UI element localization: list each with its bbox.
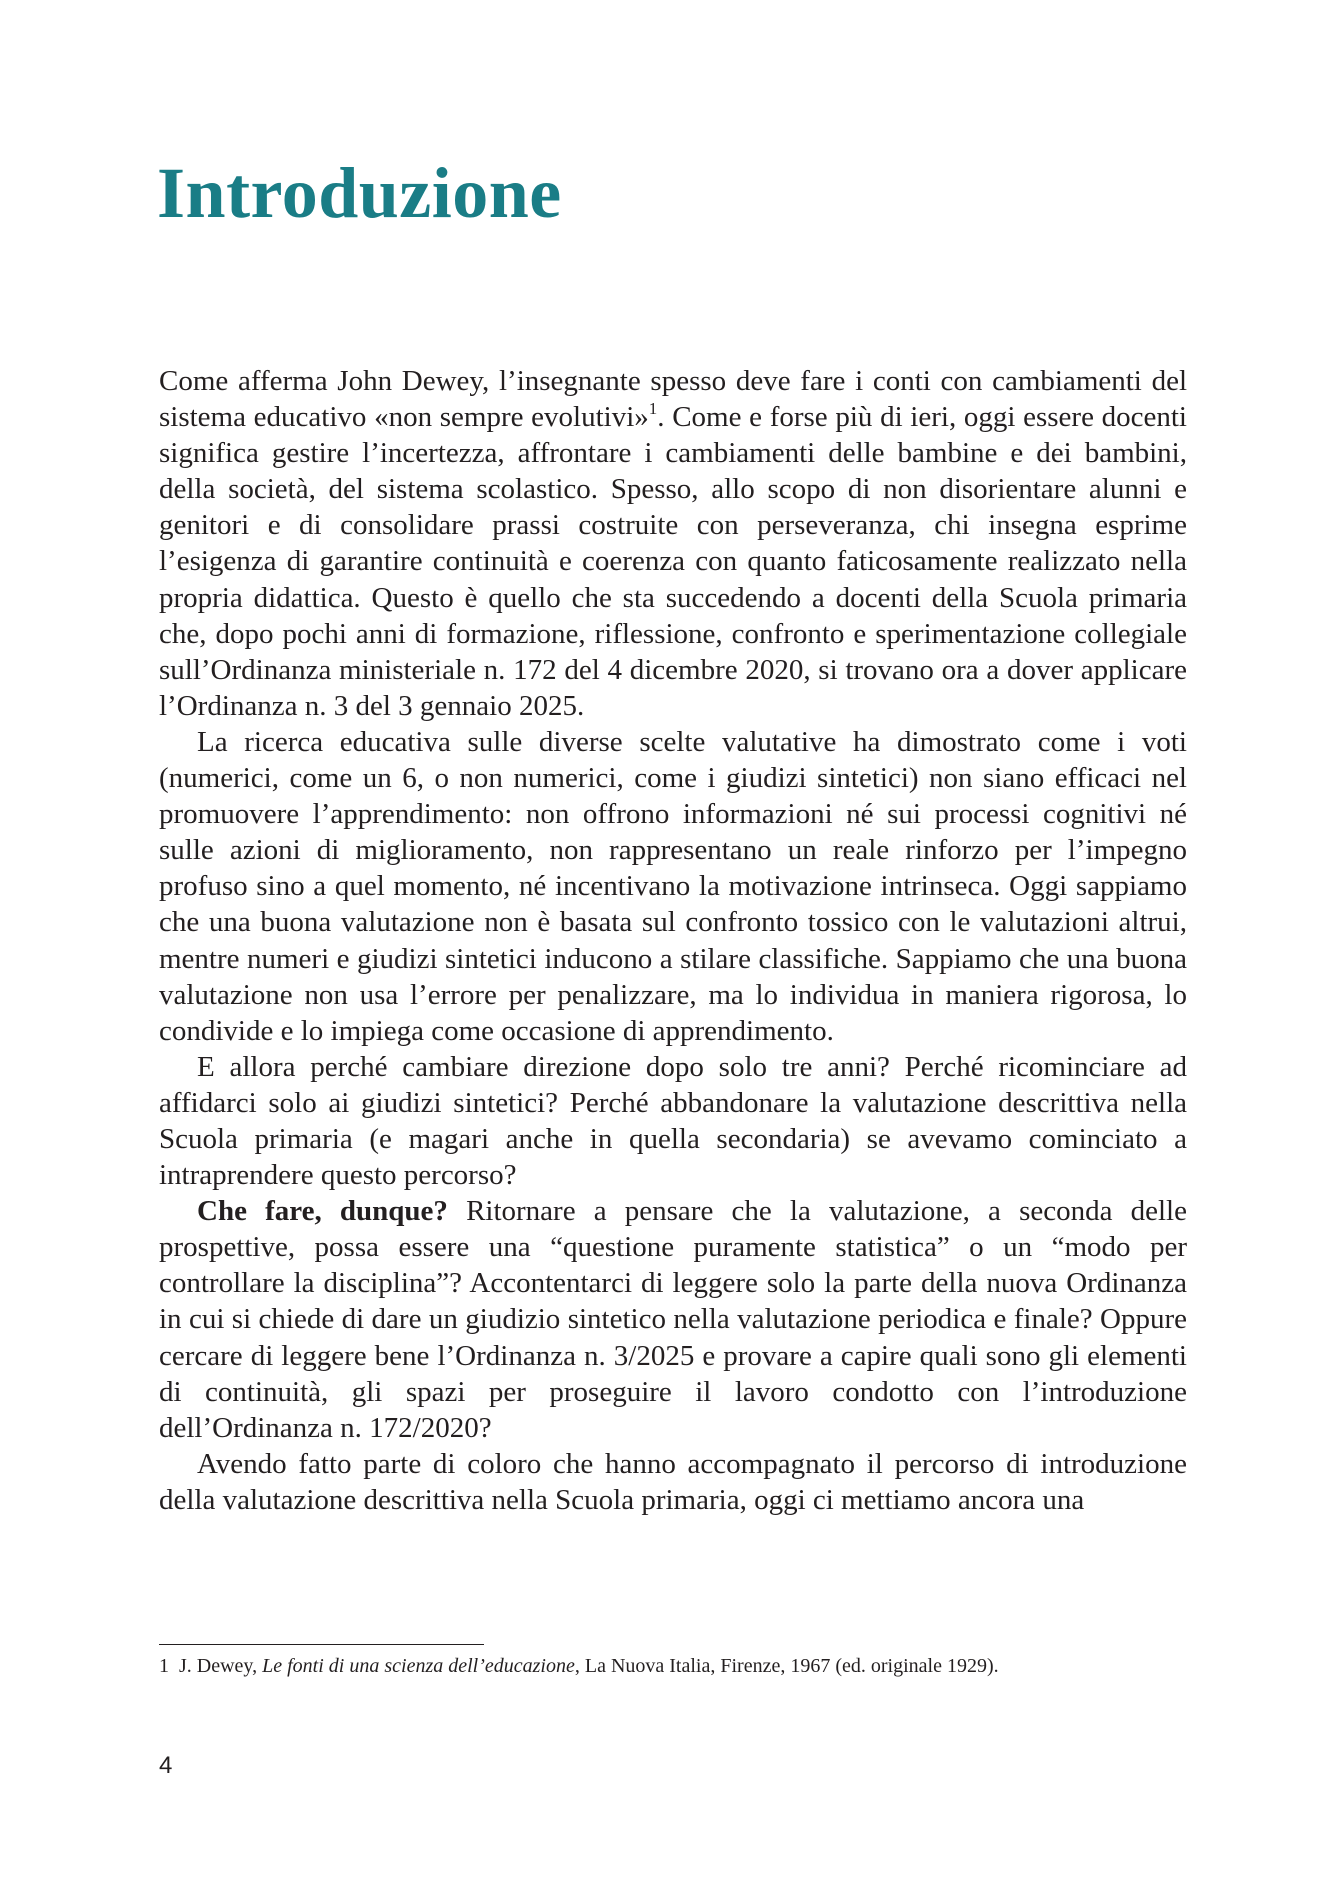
paragraph-4-text: Ritornare a pensare che la valutazione, a seconda delle prospettive, possa essere una “questione puramente statistica” o un “modo per controllare la disciplina”? Accontentarci di leggere solo la parte della nuova Ordinanza in cui si chiede di dare un giudizio sintetico nella valutazione periodica e finale? Oppure cercare di leggere bene l’Ordinanza n. 3/2025 e provare a capire quali sono gli elementi di continuità, gli spazi per proseguire il lavoro condotto con l’introduzione dell’Ordinanza n. 172/2020? [159,1195,1187,1444]
footnote-divider [159,1644,484,1645]
paragraph-5: Avendo fatto parte di coloro che hanno accompagnato il percorso di introduzione della valutazione descrittiva nella Scuola primaria, oggi ci mettiamo ancora una [159,1447,1187,1516]
footnote-number: 1 [159,1655,169,1677]
page-title: Introduzione [157,153,562,233]
paragraph-4-lead: Che fare, dunque? [197,1195,448,1228]
paragraph-1-text-a: Come afferma John Dewey, l’insegnante spesso deve fare i conti con cambiamenti del sistema educativo «non sempre evolutivi» [159,365,1187,434]
footnote-reference[interactable]: 1 [648,399,658,419]
paragraph-3: E allora perché cambiare direzione dopo solo tre anni? Perché ricominciare ad affidarci solo ai giudizi sintetici? Perché abbandonare la valutazione descrittiva nella Scuola primaria (e magari anche in quella secondaria) se avevamo cominciato a intraprendere questo percorso? [159,1050,1187,1192]
paragraph-2: La ricerca educativa sulle diverse scelte valutative ha dimostrato come i voti (numerici, come un 6, o non numerici, come i giudizi sintetici) non siano efficaci nel promuovere l’apprendimento: non offrono informazioni né sui processi cognitivi né sulle azioni di miglioramento, non rappresentano un reale rinforzo per l’impegno profuso sino a quel momento, né incentivano la motivazione intrinseca. Oggi sappiamo che una buona valutazione non è basata sul confronto tossico con le valutazioni altrui, mentre numeri e giudizi sintetici inducono a stilare classifiche. Sappiamo che una buona valutazione non usa l’errore per penalizzare, ma lo individua in maniera rigorosa, lo condivide e lo impiega come occasione di apprendimento. [159,725,1187,1047]
paragraph-1 [159,363,1187,724]
footnote [159,1653,1187,1679]
footnote-work-title: Le fonti di una scienza dell’educazione [262,1655,575,1677]
footnote-author: J. Dewey, [179,1655,263,1677]
footnote-details: , La Nuova Italia, Firenze, 1967 (ed. originale 1929). [574,1655,999,1677]
paragraph-4 [159,1193,1187,1446]
page-number: 4 [159,1752,173,1779]
paragraph-1-text-b: . Come e forse più di ieri, oggi essere docenti significa gestire l’incertezza, affrontare i cambiamenti delle bambine e dei bambini, della società, del sistema scolastico. Spesso, allo scopo di non disorientare alunni e genitori e di consolidare prassi costruite con perseveranza, chi insegna esprime l’esigenza di garantire continuità e coerenza con quanto faticosamente realizzato nella propria didattica. Questo è quello che sta succedendo a docenti della Scuola primaria che, dopo pochi anni di formazione, riflessione, confronto e sperimentazione collegiale sull’Ordinanza ministeriale n. 172 del 4 dicembre 2020, si trovano ora a dover applicare l’Ordinanza n. 3 del 3 gennaio 2025. [159,401,1187,722]
body-text [159,363,1187,1518]
